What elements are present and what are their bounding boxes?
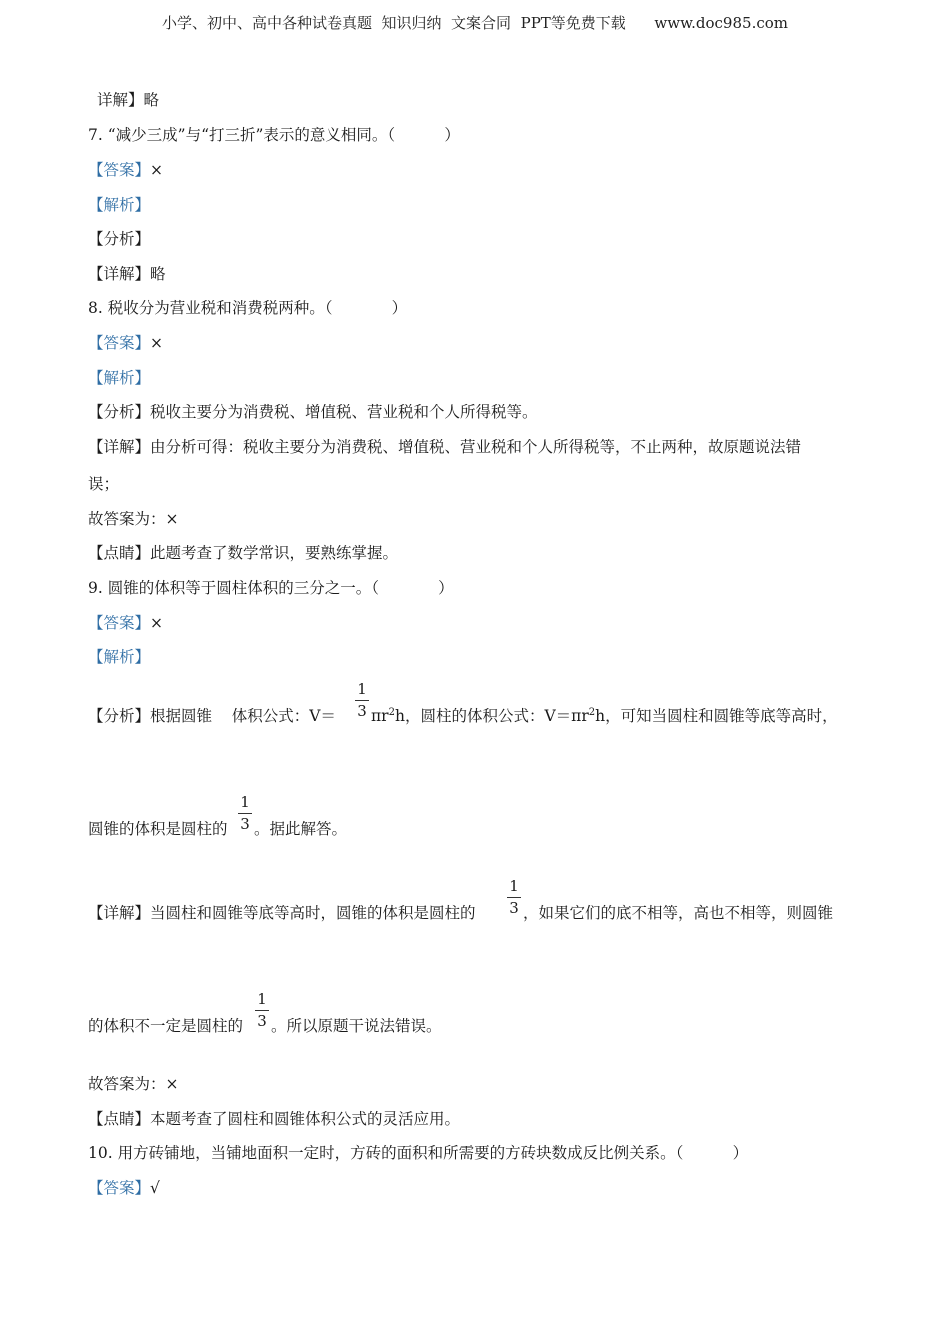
answer-label: 【答案】 bbox=[88, 614, 151, 632]
fraction-one-third bbox=[255, 990, 269, 1030]
answer-label: 【答案】 bbox=[88, 161, 151, 179]
detail-text: 略 bbox=[150, 265, 166, 283]
dianjing-label: 【点睛】 bbox=[88, 1110, 151, 1128]
answer-label: 【答案】 bbox=[88, 1179, 151, 1197]
q9-question: 9. 圆锥的体积等于圆柱体积的三分之一。（ ） bbox=[88, 579, 454, 597]
q8-analysis-label bbox=[88, 368, 150, 388]
dianjing-label: 【点睛】 bbox=[88, 544, 151, 562]
q9-analysis-label bbox=[88, 647, 150, 667]
formula-text: h，圆柱的体积公式：V＝πr bbox=[394, 707, 589, 725]
q9-conclusion: 故答案为：× bbox=[88, 1075, 179, 1093]
q7-question: 7. “减少三成”与“打三折”表示的意义相同。（ ） bbox=[88, 126, 460, 144]
fraction-denominator: 3 bbox=[257, 1012, 267, 1030]
detail-label: 【详解】 bbox=[88, 265, 151, 283]
page-header: 小学、初中、高中各种试卷真题 知识归纳 文案合同 PPT等免费下载 www.doc985.com bbox=[161, 14, 788, 32]
dianjing-text: 本题考查了圆柱和圆锥体积公式的灵活应用。 bbox=[150, 1110, 461, 1128]
fraction-denominator: 3 bbox=[509, 899, 519, 917]
q8-detail-cont: 误； bbox=[88, 475, 120, 493]
fraction-numerator: 1 bbox=[357, 680, 367, 698]
answer-value: × bbox=[150, 614, 164, 632]
answer-label: 【答案】 bbox=[88, 334, 151, 352]
q9-detail-b: ，如果它们的底不相等，高也不相等，则圆锥 bbox=[523, 904, 834, 922]
q7-answer-row bbox=[88, 160, 163, 180]
fraction-denominator: 3 bbox=[240, 815, 250, 833]
q9-answer-row bbox=[88, 613, 163, 633]
superscript-2: 2 bbox=[588, 707, 596, 718]
q9-fenxi-part1 bbox=[88, 706, 336, 726]
fraction-numerator: 1 bbox=[257, 990, 267, 1008]
fenxi-label: 【分析】 bbox=[88, 403, 151, 421]
fenxi-label: 【分析】 bbox=[88, 707, 151, 725]
detail-continued: 详解】略 bbox=[97, 91, 160, 109]
fenxi-text: 税收主要分为消费税、增值税、营业税和个人所得税等。 bbox=[150, 403, 538, 421]
q8-fenxi bbox=[88, 402, 538, 422]
q9-dianjing bbox=[88, 1109, 460, 1129]
fraction-bar bbox=[507, 897, 521, 898]
dianjing-text: 此题考查了数学常识，要熟练掌握。 bbox=[150, 544, 399, 562]
q9-detail-a bbox=[88, 903, 476, 923]
answer-value: × bbox=[150, 334, 164, 352]
q8-question: 8. 税收分为营业税和消费税两种。（ ） bbox=[88, 299, 408, 317]
superscript-2: 2 bbox=[388, 707, 395, 718]
fraction-bar bbox=[255, 1010, 269, 1011]
fraction-one-third bbox=[238, 793, 252, 833]
fraction-one-third bbox=[507, 877, 521, 917]
analysis-label: 【解析】 bbox=[88, 196, 151, 214]
q8-dianjing bbox=[88, 543, 398, 563]
detail-text: 由分析可得：税收主要分为消费税、增值税、营业税和个人所得税等，不止两种，故原题说法错 bbox=[150, 438, 802, 456]
analysis-label: 【解析】 bbox=[88, 648, 151, 666]
q9-fenxi-line2-a: 圆锥的体积是圆柱的 bbox=[88, 820, 228, 838]
q7-fenxi bbox=[88, 229, 150, 249]
q9-detail-line2-a: 的体积不一定是圆柱的 bbox=[88, 1017, 244, 1035]
fraction-one-third bbox=[355, 680, 369, 720]
fraction-denominator: 3 bbox=[357, 702, 367, 720]
q8-detail bbox=[88, 437, 801, 457]
fraction-bar bbox=[238, 813, 252, 814]
q9-fenxi-part2 bbox=[371, 706, 838, 726]
q9-detail-line2-b: 。所以原题干说法错误。 bbox=[271, 1017, 442, 1035]
q10-answer-row bbox=[88, 1178, 160, 1198]
formula-text: πr bbox=[371, 707, 389, 725]
q8-conclusion: 故答案为：× bbox=[88, 510, 179, 528]
fenxi-text: 根据圆锥 体积公式：V＝ bbox=[150, 707, 336, 725]
fraction-numerator: 1 bbox=[509, 877, 519, 895]
q8-answer-row bbox=[88, 333, 163, 353]
fenxi-label: 【分析】 bbox=[88, 230, 151, 248]
answer-value: × bbox=[150, 161, 164, 179]
q9-fenxi-line2-b: 。据此解答。 bbox=[254, 820, 348, 838]
fraction-numerator: 1 bbox=[240, 793, 250, 811]
fraction-bar bbox=[355, 700, 369, 701]
q7-analysis-label bbox=[88, 195, 150, 215]
answer-value: √ bbox=[150, 1179, 160, 1197]
formula-text: h，可知当圆柱和圆锥等底等高时， bbox=[595, 707, 838, 725]
analysis-label: 【解析】 bbox=[88, 369, 151, 387]
detail-text: 当圆柱和圆锥等底等高时，圆锥的体积是圆柱的 bbox=[150, 904, 476, 922]
detail-label: 【详解】 bbox=[88, 904, 151, 922]
q10-question: 10. 用方砖铺地，当铺地面积一定时，方砖的面积和所需要的方砖块数成反比例关系。（ ） bbox=[88, 1144, 749, 1162]
q7-detail bbox=[88, 264, 166, 284]
detail-label: 【详解】 bbox=[88, 438, 151, 456]
